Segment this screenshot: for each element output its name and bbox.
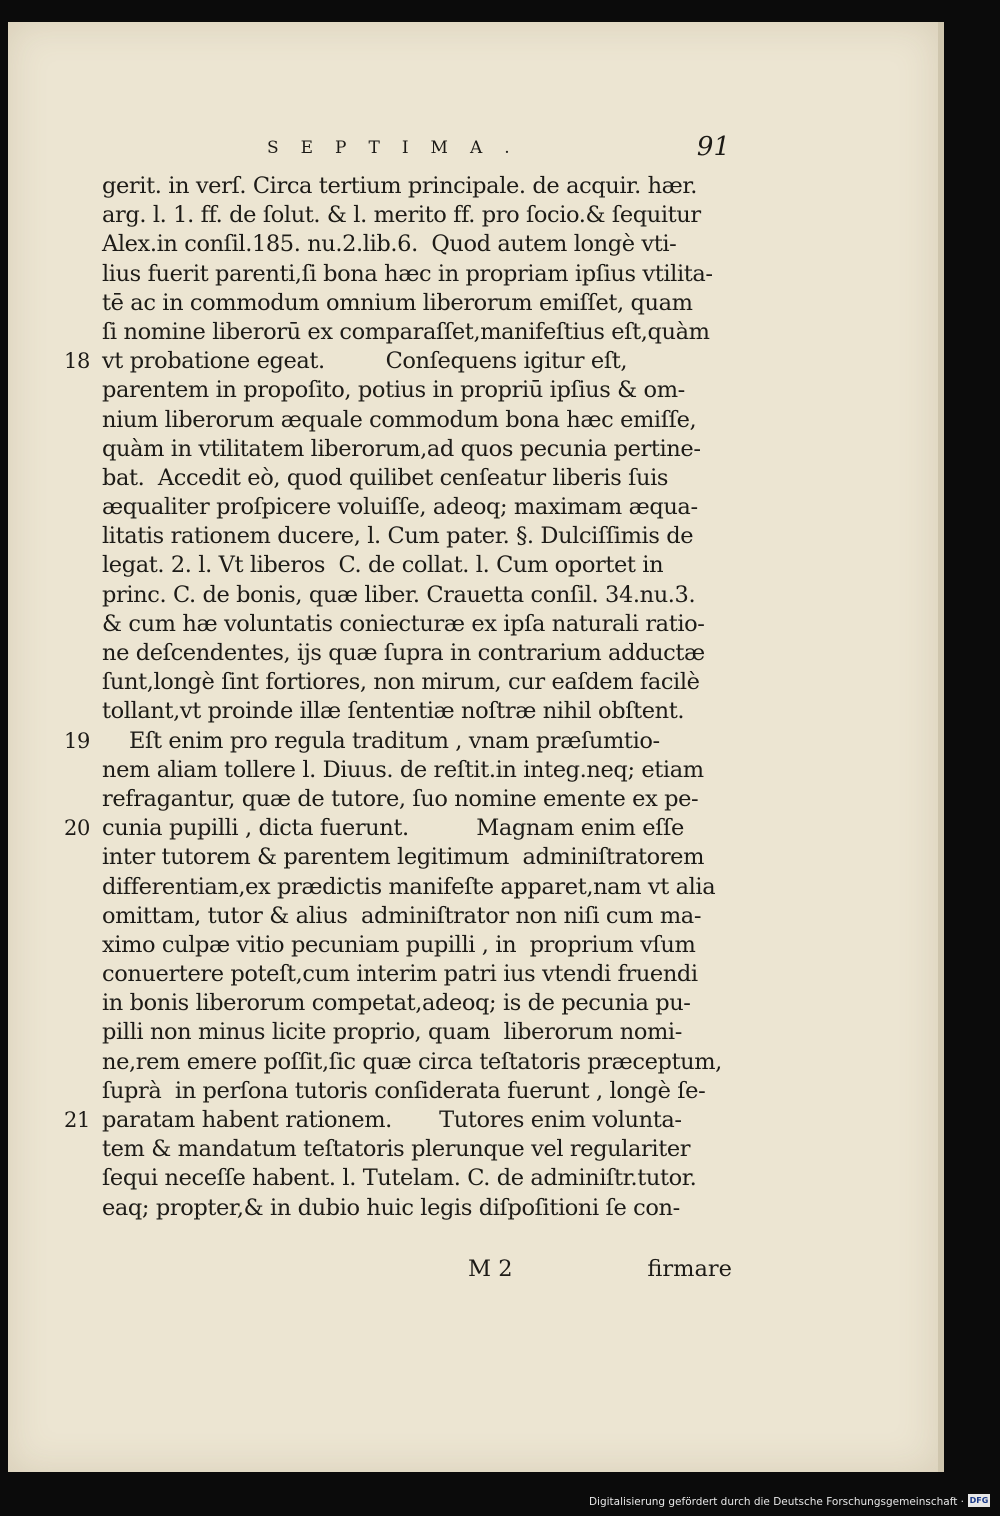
line-text: æqualiter proſpicere voluiſſe, adeoq; maximam æqua-: [102, 494, 698, 521]
text-line: [102, 668, 742, 697]
text-line: [102, 581, 742, 610]
text-line: [102, 1194, 742, 1223]
line-text: cunia pupilli , dicta fuerunt. Magnam enim eſſe: [102, 815, 684, 842]
text-line: [102, 376, 742, 405]
line-text: ximo culpæ vitio pecuniam pupilli , in proprium vſum: [102, 931, 696, 958]
text-line: [102, 1018, 742, 1047]
catchword: firmare: [647, 1256, 732, 1282]
text-line: [102, 873, 742, 902]
line-text: ne deſcendentes, ijs quæ ſupra in contrarium adductæ: [102, 640, 705, 666]
text-line: [102, 230, 742, 259]
text-line: [64, 347, 742, 376]
text-line: [64, 727, 742, 756]
line-text: vt probatione egeat. Conſequens igitur eſt,: [102, 348, 628, 375]
line-text: princ. C. de bonis, quæ liber. Crauetta conſil. 34.nu.3.: [102, 581, 696, 608]
line-text: tē ac in commodum omnium liberorum emiſſet, quam: [102, 289, 693, 316]
line-text: litatis rationem ducere, l. Cum pater. §. Dulciſſimis de: [102, 523, 694, 550]
line-text: legat. 2. l. Vt liberos C. de collat. l. Cum oportet in: [102, 552, 664, 579]
line-text: ſuprà in perſona tutoris conſiderata fuerunt , longè ſe-: [102, 1077, 706, 1104]
line-text: inter tutorem & parentem legitimum adminiſtratorem: [102, 844, 705, 871]
line-text: ſequi neceſſe habent. l. Tutelam. C. de adminiſtr.tutor.: [102, 1165, 697, 1192]
line-text: Eſt enim pro regula traditum , vnam præſumtio-: [102, 727, 660, 754]
line-text: arg. l. 1. ff. de ſolut. & l. merito ff. pro ſocio.& ſequitur: [102, 202, 701, 229]
line-text: quàm in vtilitatem liberorum,ad quos pecunia pertine-: [102, 435, 701, 462]
line-text: lius fuerit parenti,ſi bona hæc in propriam ipſius vtilita-: [102, 260, 713, 287]
line-text: tem & mandatum teſtatoris plerunque vel regulariter: [102, 1136, 691, 1163]
text-line: [102, 989, 742, 1018]
line-text: nem aliam tollere l. Diuus. de reſtit.in integ.neq; etiam: [102, 756, 704, 783]
digitization-credit: Digitalisierung gefördert durch die Deutsche Forschungsgemeinschaft ·: [588, 1496, 964, 1508]
text-line: [102, 201, 742, 230]
line-text: ſi nomine liberorū ex comparaſſet,manifeſtius eſt,quàm: [102, 318, 710, 345]
text-line: [102, 172, 742, 201]
line-text: bat. Accedit eò, quod quilibet cenſeatur liberis ſuis: [102, 464, 669, 491]
text-line: [102, 260, 742, 289]
body-text: [64, 172, 742, 1223]
text-line: [102, 318, 742, 347]
line-text: refragantur, quæ de tutore, ſuo nomine emente ex pe-: [102, 785, 699, 812]
text-line: [64, 1106, 742, 1135]
text-line: [102, 289, 742, 318]
text-line: [102, 551, 742, 580]
text-line: [102, 1077, 742, 1106]
text-line: [102, 960, 742, 989]
text-line: [102, 756, 742, 785]
text-line: [102, 464, 742, 493]
text-line: [102, 902, 742, 931]
margin-note-number: 19: [64, 728, 90, 753]
line-text: ſunt,longè ſint fortiores, non mirum, cur eaſdem facilè: [102, 669, 700, 696]
text-line: [102, 697, 742, 726]
page-header: [255, 132, 730, 166]
text-line: [64, 814, 742, 843]
line-text: tollant,vt proinde illæ ſententiæ noſtræ nihil obſtent.: [102, 698, 685, 725]
dfg-logo: DFG: [969, 1496, 989, 1505]
text-line: [102, 1048, 742, 1077]
page-footer: [102, 1256, 732, 1290]
text-line: [102, 931, 742, 960]
text-line: [102, 785, 742, 814]
line-text: parentem in propoſito, potius in propriū ipſius & om-: [102, 377, 685, 404]
signature-mark: M 2: [468, 1256, 513, 1282]
margin-note-number: 18: [64, 349, 90, 374]
line-text: pilli non minus licite proprio, quam liberorum nomi-: [102, 1019, 682, 1046]
line-text: gerit. in verſ. Circa tertium principale. de acquir. hær.: [102, 173, 698, 199]
page-number: 91: [696, 132, 730, 162]
text-line: [102, 493, 742, 522]
text-line: [102, 1164, 742, 1193]
text-line: [102, 522, 742, 551]
line-text: differentiam,ex prædictis manifeſte apparet,nam vt alia: [102, 873, 716, 900]
line-text: nium liberorum æquale commodum bona hæc emiſſe,: [102, 406, 697, 433]
line-text: paratam habent rationem. Tutores enim volunta-: [102, 1107, 682, 1133]
text-line: [102, 406, 742, 435]
line-text: in bonis liberorum competat,adeoq; is de pecunia pu-: [102, 990, 691, 1017]
line-text: & cum hæ voluntatis coniecturæ ex ipſa naturali ratio-: [102, 610, 705, 637]
line-text: conuertere poteſt,cum interim patri ius vtendi fruendi: [102, 961, 698, 988]
line-text: omittam, tutor & alius adminiſtrator non niſi cum ma-: [102, 902, 702, 929]
text-line: [102, 435, 742, 464]
page-edge: [938, 22, 944, 1472]
running-title: SEPTIMA.: [267, 138, 532, 158]
text-line: [102, 1135, 742, 1164]
line-text: ne,rem emere poſſit,ſic quæ circa teſtatoris præceptum,: [102, 1048, 722, 1075]
text-line: [102, 610, 742, 639]
line-text: eaq; propter,& in dubio huic legis diſpoſitioni ſe con-: [102, 1194, 680, 1221]
text-line: [102, 843, 742, 872]
line-text: Alex.in conſil.185. nu.2.lib.6. Quod autem longè vti-: [102, 231, 677, 258]
margin-note-number: 20: [64, 816, 90, 841]
text-line: [102, 639, 742, 668]
margin-note-number: 21: [64, 1108, 90, 1132]
